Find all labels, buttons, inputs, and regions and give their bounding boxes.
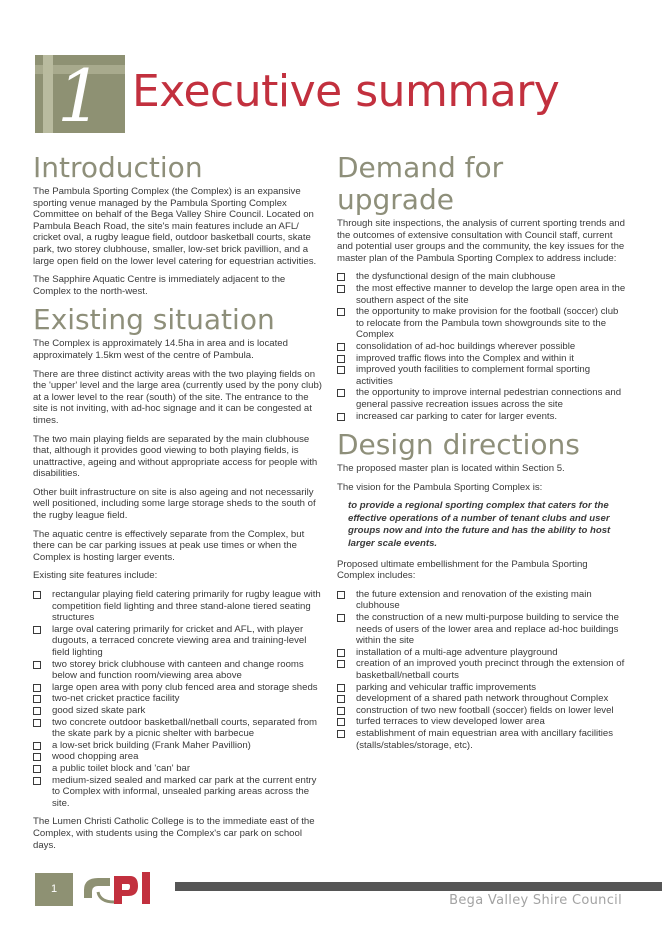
checkbox-bullet-icon — [33, 591, 41, 599]
checkbox-bullet-icon — [337, 355, 345, 363]
checkbox-bullet-icon — [33, 684, 41, 692]
footer-rule — [175, 882, 662, 891]
checkbox-bullet-icon — [33, 777, 41, 785]
list-item-text: development of a shared path network throughout Complex — [356, 693, 609, 705]
list-item — [337, 716, 627, 728]
paragraph: There are three distinct activity areas with the two playing fields on the 'upper' level and the large area (currently used by the pony club) at a lower level to the rear (south) of the site. The entrance to the site is not inviting, with ad-hoc signage and it can be congested at times. — [33, 368, 322, 426]
checkbox-bullet-icon — [337, 366, 345, 374]
list-item-text: installation of a multi-age adventure playground — [356, 646, 558, 658]
design-items-list — [337, 589, 627, 751]
left-column — [33, 152, 323, 858]
list-item-text: the future extension and renovation of the existing main clubhouse — [356, 588, 592, 612]
list-item-text: a low-set brick building (Frank Maher Pavillion) — [52, 739, 251, 751]
list-item-text: the opportunity to make provision for the football (soccer) club to relocate from the Pambula town showgrounds site to the Complex — [356, 306, 619, 341]
existing-situation-text — [33, 338, 323, 582]
design-p2: The vision for the Pambula Sporting Complex is: — [337, 481, 543, 493]
list-item — [337, 271, 627, 283]
list-item — [33, 589, 323, 624]
list-item — [337, 283, 627, 306]
checkbox-bullet-icon — [33, 695, 41, 703]
list-item — [337, 705, 627, 717]
vision-statement: to provide a regional sporting complex that caters for the effective operations of a number of tenant clubs and user groups now and into the future and has the ability to host larger scale events. — [348, 500, 611, 550]
list-item-text: the opportunity to improve internal pedestrian connections and general passive recreation issues across the site — [356, 387, 622, 410]
list-item-text: establishment of main equestrian area with ancillary facilities (stalls/stables/storage, etc). — [356, 727, 614, 751]
chapter-number: 1 — [57, 55, 103, 133]
list-item — [337, 682, 627, 694]
checkbox-bullet-icon — [337, 718, 345, 726]
existing-closing-paragraph: The Lumen Christi Catholic College is to the immediate east of the Complex, with students using the Complex's car park on school days. — [33, 816, 315, 851]
list-item-text: two storey brick clubhouse with canteen and change rooms below and function room/viewing area above — [52, 658, 304, 682]
list-item — [33, 659, 323, 682]
list-item-text: a public toilet block and 'can' bar — [52, 762, 191, 774]
page-title: Executive summary — [132, 66, 560, 117]
checkbox-bullet-icon — [337, 285, 345, 293]
checkbox-bullet-icon — [33, 742, 41, 750]
list-item-text: large open area with pony club fenced area and storage sheds — [52, 681, 318, 693]
list-item-text: two-net cricket practice facility — [52, 693, 180, 705]
checkbox-bullet-icon — [337, 684, 345, 692]
demand-intro: Through site inspections, the analysis of current sporting trends and the outcomes of extensive consultation with Council staff, current and potential user groups and the community, the key issues for the master plan of the Pambula Sporting Complex to address include: — [337, 218, 625, 264]
paragraph: The Complex is approximately 14.5ha in area and is located approximately 1.5km west of the centre of Pambula. — [33, 338, 288, 361]
page-number: 1 — [35, 873, 73, 906]
list-item-text: improved youth facilities to complement formal sporting activities — [356, 364, 591, 387]
list-item — [337, 612, 627, 647]
list-item — [33, 624, 323, 659]
chapter-badge — [35, 55, 125, 133]
checkbox-bullet-icon — [337, 413, 345, 421]
checkbox-bullet-icon — [33, 765, 41, 773]
right-column — [337, 152, 627, 758]
list-item — [33, 717, 323, 740]
checkbox-bullet-icon — [337, 308, 345, 316]
list-item-text: creation of an improved youth precinct through the extension of basketball/netball courts — [356, 658, 625, 681]
introduction-text — [33, 186, 323, 297]
design-p1: The proposed master plan is located within Section 5. — [337, 463, 565, 475]
checkbox-bullet-icon — [337, 614, 345, 622]
list-item-text: rectangular playing field catering primarily for rugby league with competition field lighting and three stand-alone tiered seating structures — [52, 589, 321, 624]
list-item-text: construction of two new football (soccer) fields on lower level — [356, 704, 614, 716]
checkbox-bullet-icon — [33, 661, 41, 669]
list-item-text: the most effective manner to develop the large open area in the southern aspect of the site — [356, 282, 626, 306]
list-item — [337, 658, 627, 681]
demand-issues-list — [337, 271, 627, 422]
checkbox-bullet-icon — [33, 719, 41, 727]
checkbox-bullet-icon — [33, 626, 41, 634]
list-item — [337, 353, 627, 365]
list-item-text: consolidation of ad-hoc buildings wherever possible — [356, 340, 576, 352]
list-item — [33, 775, 323, 810]
list-item — [33, 682, 323, 694]
list-item — [33, 740, 323, 752]
list-item-text: turfed terraces to view developed lower area — [356, 716, 545, 728]
list-item-text: parking and vehicular traffic improvements — [356, 681, 537, 693]
checkbox-bullet-icon — [337, 695, 345, 703]
checkbox-bullet-icon — [33, 753, 41, 761]
list-item — [33, 693, 323, 705]
list-item — [337, 647, 627, 659]
existing-situation-heading: Existing situation — [33, 303, 275, 337]
list-item — [33, 751, 323, 763]
list-item — [33, 763, 323, 775]
checkbox-bullet-icon — [337, 389, 345, 397]
paragraph: The two main playing fields are separated by the main clubhouse that, although it provides good viewing to both playing fields, is unattractive, ageing and without appropriate access for people with disabilities. — [33, 433, 318, 480]
list-item — [337, 411, 627, 423]
checkbox-bullet-icon — [337, 707, 345, 715]
council-name: Bega Valley Shire Council — [449, 893, 622, 908]
paragraph: Existing site features include: — [33, 570, 158, 582]
demand-heading: Demand for upgrade — [337, 151, 504, 216]
design-p3: Proposed ultimate embellishment for the Pambula Sporting Complex includes: — [337, 558, 588, 582]
paragraph: The Pambula Sporting Complex (the Complex) is an expansive sporting venue managed by the Pambula Sporting Complex Committee on behalf of the Bega Valley Shire Council. Located on Pambula Beach Road, the site's main features include an AFL/ cricket oval, a rugby league field, outdoor basketball courts, skate park, two storey clubhouse, smaller, low-set brick pavillion, and a large open field on the lower level catering for equestrian activities. — [33, 186, 317, 267]
checkbox-bullet-icon — [337, 660, 345, 668]
list-item-text: wood chopping area — [52, 751, 139, 763]
council-logo-icon — [80, 868, 170, 906]
introduction-heading: Introduction — [33, 151, 203, 184]
list-item-text: the dysfunctional design of the main clubhouse — [356, 271, 556, 283]
checkbox-bullet-icon — [33, 707, 41, 715]
list-item — [337, 341, 627, 353]
list-item-text: improved traffic flows into the Complex and within it — [356, 352, 574, 364]
checkbox-bullet-icon — [337, 273, 345, 281]
paragraph: The aquatic centre is effectively separate from the Complex, but there can be car parking issues at peak use times or when the Complex is hosting larger events. — [33, 528, 305, 563]
list-item — [337, 589, 627, 612]
list-item-text: good sized skate park — [52, 704, 146, 716]
list-item — [337, 364, 627, 387]
design-directions-heading: Design directions — [337, 428, 580, 462]
list-item — [337, 693, 627, 705]
list-item-text: the construction of a new multi-purpose building to service the needs of users of the lower area and replace ad-hoc buildings within the site — [356, 612, 619, 647]
list-item-text: two concrete outdoor basketball/netball courts, separated from the skate park by a picnic shelter with barbecue — [52, 716, 318, 740]
existing-features-list — [33, 589, 323, 809]
list-item-text: increased car parking to cater for larger events. — [356, 410, 558, 422]
paragraph: Other built infrastructure on site is also ageing and not necessarily well positioned, including some large storage sheds to the south of the rugby league field. — [33, 486, 316, 522]
list-item — [33, 705, 323, 717]
checkbox-bullet-icon — [337, 591, 345, 599]
list-item — [337, 387, 627, 410]
list-item-text: large oval catering primarily for cricket and AFL, with player dugouts, a terraced concrete viewing area and training-level field lighting — [52, 623, 307, 658]
paragraph: The Sapphire Aquatic Centre is immediately adjacent to the Complex to the north-west. — [33, 274, 286, 297]
checkbox-bullet-icon — [337, 649, 345, 657]
list-item — [337, 306, 627, 341]
checkbox-bullet-icon — [337, 730, 345, 738]
checkbox-bullet-icon — [337, 343, 345, 351]
list-item-text: medium-sized sealed and marked car park at the current entry to Complex with informal, unsealed parking areas across the site. — [52, 774, 317, 809]
list-item — [337, 728, 627, 751]
